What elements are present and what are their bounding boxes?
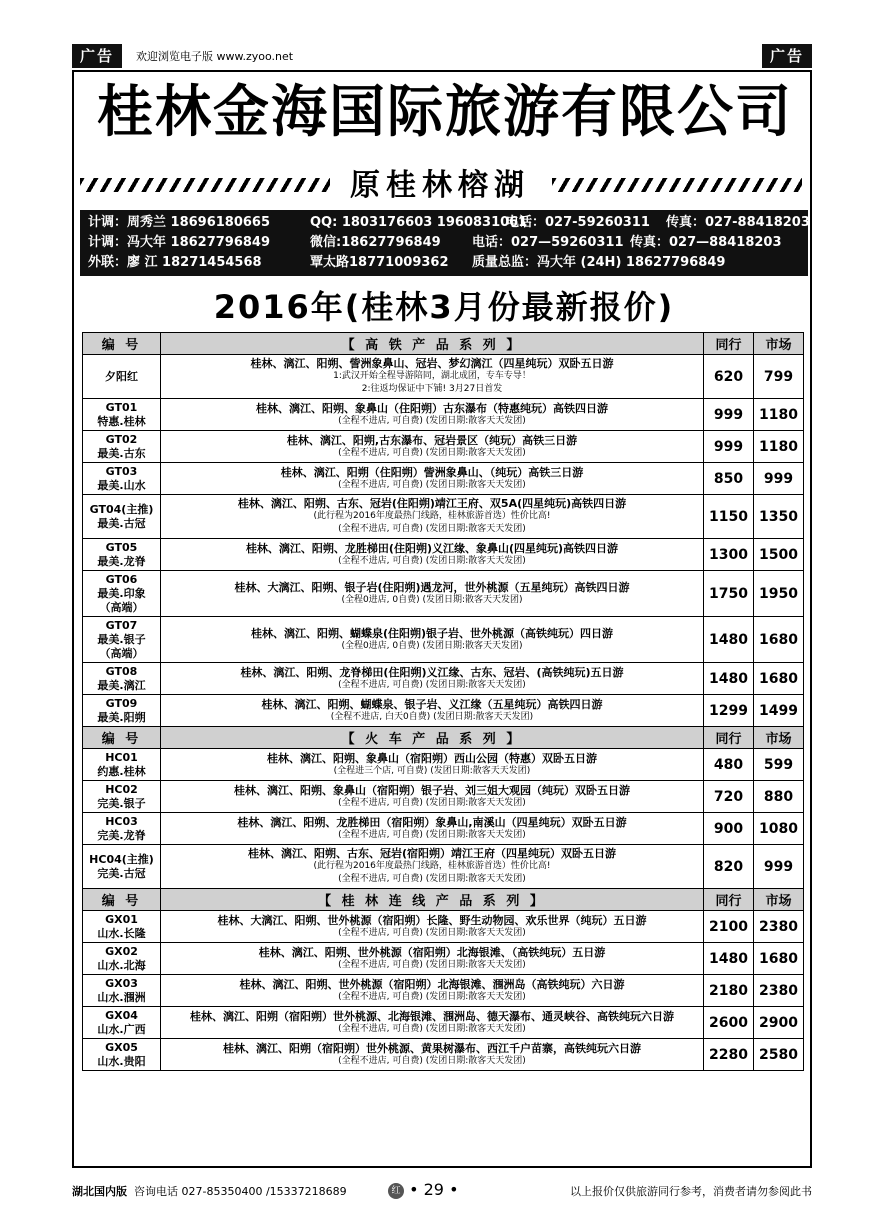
product-code-line: （高端） xyxy=(99,646,144,660)
product-code-line: 最美.印象 xyxy=(97,586,146,600)
itinerary-title: 桂林、漓江、阳朔、世外桃源（宿阳朔）北海银滩、（高铁纯玩）五日游 xyxy=(258,945,606,959)
market-price: 1500 xyxy=(754,539,804,571)
product-code-line: 最美.古东 xyxy=(97,446,146,460)
product-code-line: GX04 xyxy=(105,1008,138,1022)
contact-item: QQ: 1803176603 1960831061 xyxy=(310,215,528,230)
market-price: 1350 xyxy=(754,495,804,539)
itinerary-note: (全程进三个店, 可自费) (发团日期:散客天天发团) xyxy=(333,765,531,776)
itinerary-note: (全程不进店, 可自费) (发团日期:散客天天发团) xyxy=(338,555,526,566)
footer-left xyxy=(72,1183,347,1199)
market-price: 999 xyxy=(754,463,804,495)
product-code-line: HC02 xyxy=(105,782,138,796)
contact-item: 计调：冯大年 18627796849 xyxy=(88,235,271,250)
itinerary-note: (此行程为2016年度最热门线路，桂林旅游首选）性价比高! xyxy=(313,511,551,521)
product-code-line: HC01 xyxy=(105,750,138,764)
peer-price: 480 xyxy=(704,749,754,781)
itinerary-note: (全程不进店, 可自费) (发团日期:散客天天发团) xyxy=(338,447,526,458)
product-code-cell xyxy=(83,1039,161,1071)
section-header-row xyxy=(83,889,804,911)
product-code-line: 完美.银子 xyxy=(97,796,146,810)
peer-price: 1300 xyxy=(704,539,754,571)
product-code-line: 夕阳红 xyxy=(105,369,138,383)
product-code-cell xyxy=(83,463,161,495)
product-code-cell xyxy=(83,943,161,975)
itinerary-cell xyxy=(161,617,704,663)
product-code-cell xyxy=(83,571,161,617)
price-headline: 2016年(桂林3月份最新报价) xyxy=(213,288,675,326)
company-name: 桂林金海国际旅游有限公司 xyxy=(97,79,793,145)
market-price: 999 xyxy=(754,845,804,889)
itinerary-note: (全程不进店, 可自费) (发团日期:散客天天发团) xyxy=(338,959,526,970)
itinerary-title: 桂林、漓江、阳朔、世外桃源（宿阳朔）北海银滩、涠洲岛（高铁纯玩）六日游 xyxy=(239,977,625,991)
itinerary-cell xyxy=(161,495,704,539)
section-header-row xyxy=(83,727,804,749)
product-row[interactable] xyxy=(83,355,804,399)
product-code-line: 山水.广西 xyxy=(97,1022,146,1036)
itinerary-title: 桂林、漓江、阳朔、龙胜梯田（宿阳朔）象鼻山,南溪山（四星纯玩）双卧五日游 xyxy=(237,815,627,829)
itinerary-note: (全程0进店, 0自费) (发团日期:散客天天发团) xyxy=(341,640,523,651)
product-code-cell xyxy=(83,495,161,539)
product-code-line: GT01 xyxy=(105,400,138,414)
itinerary-note: (全程不进店, 可自费) (发团日期:散客天天发团) xyxy=(338,1023,526,1034)
product-code-line: 山水.贵阳 xyxy=(97,1054,146,1068)
itinerary-cell xyxy=(161,1039,704,1071)
itinerary-note: (全程不进店, 可自费) (发团日期:散客天天发团) xyxy=(338,797,526,808)
market-price: 1680 xyxy=(754,663,804,695)
peer-price: 1150 xyxy=(704,495,754,539)
itinerary-cell xyxy=(161,911,704,943)
stripe-decoration-left xyxy=(80,178,330,192)
ad-tag-left: 广告 xyxy=(72,44,122,68)
contact-item: 电话：027-59260311 xyxy=(506,215,650,230)
product-row[interactable] xyxy=(83,495,804,539)
col-code-header: 编 号 xyxy=(83,727,161,749)
market-price: 1680 xyxy=(754,617,804,663)
itinerary-note: (全程不进店, 可自费) (发团日期:散客天天发团) xyxy=(338,927,526,938)
itinerary-title: 桂林、大漓江、阳朔、世外桃源（宿阳朔）长隆、野生动物园、欢乐世界（纯玩）五日游 xyxy=(217,913,647,927)
itinerary-note: (全程不进店, 可自费) (发团日期:散客天天发团) xyxy=(338,874,526,884)
product-row[interactable] xyxy=(83,617,804,663)
itinerary-cell xyxy=(161,749,704,781)
itinerary-note: (全程不进店, 可自费) (发团日期:散客天天发团) xyxy=(338,479,526,490)
footer-disclaimer: 以上报价仅供旅游同行参考，消费者请勿参阅此书 xyxy=(570,1185,812,1198)
contact-item: 电话：027—59260311 xyxy=(472,235,624,250)
product-code-line: GT09 xyxy=(105,696,138,710)
market-price: 2380 xyxy=(754,911,804,943)
market-price: 1080 xyxy=(754,813,804,845)
col-market-header: 市场 xyxy=(754,333,804,355)
product-code-cell xyxy=(83,813,161,845)
contact-item: 微信:18627796849 xyxy=(310,235,441,250)
page-number xyxy=(388,1180,459,1199)
itinerary-title: 桂林、漓江、阳朔、龙脊梯田(住阳朔)义江缘、古东、冠岩、(高铁纯玩)五日游 xyxy=(240,665,624,679)
subtitle-row xyxy=(80,160,802,202)
product-code-cell xyxy=(83,749,161,781)
itinerary-title: 桂林、漓江、阳朔、象鼻山（宿阳朔）西山公园（特惠）双卧五日游 xyxy=(267,751,597,765)
peer-price: 2100 xyxy=(704,911,754,943)
subtitle: 原桂林榕湖 xyxy=(350,168,530,203)
peer-price: 1480 xyxy=(704,663,754,695)
product-code-line: 最美.银子 xyxy=(97,632,146,646)
product-row[interactable] xyxy=(83,813,804,845)
page-number-text: • 29 • xyxy=(409,1180,459,1199)
product-code-line: GX02 xyxy=(105,944,138,958)
peer-price: 999 xyxy=(704,431,754,463)
itinerary-title: 桂林、漓江、阳朔（宿阳朔）世外桃源、北海银滩、涠洲岛、德天瀑布、通灵峡谷、高铁纯玩六日游 xyxy=(190,1009,674,1023)
itinerary-note: (全程不进店, 可自费) (发团日期:散客天天发团) xyxy=(338,415,526,426)
footer xyxy=(72,1180,812,1202)
product-code-line: GX01 xyxy=(105,912,138,926)
market-price: 2900 xyxy=(754,1007,804,1039)
product-code-line: 山水.长隆 xyxy=(97,926,146,940)
price-table xyxy=(82,332,804,1071)
col-code-header: 编 号 xyxy=(83,333,161,355)
peer-price: 2600 xyxy=(704,1007,754,1039)
product-row[interactable] xyxy=(83,463,804,495)
itinerary-cell xyxy=(161,355,704,399)
col-code-header: 编 号 xyxy=(83,889,161,911)
product-code-line: 约惠.桂林 xyxy=(97,764,146,778)
market-price: 799 xyxy=(754,355,804,399)
itinerary-title: 桂林、漓江、阳朔、訾洲象鼻山、冠岩、梦幻漓江（四星纯玩）双卧五日游 xyxy=(250,357,614,370)
product-code-cell xyxy=(83,431,161,463)
market-price: 2380 xyxy=(754,975,804,1007)
footer-region: 湖北国内版 xyxy=(72,1185,127,1198)
product-code-line: GT07 xyxy=(105,618,138,632)
itinerary-cell xyxy=(161,539,704,571)
peer-price: 1480 xyxy=(704,943,754,975)
section-title: 【 高 铁 产 品 系 列 】 xyxy=(161,333,704,355)
itinerary-title: 桂林、漓江、阳朔、古东、冠岩(宿阳朔）靖江王府（四星纯玩）双卧五日游 xyxy=(247,847,617,860)
footer-phone: 咨询电话 027-85350400 /15337218689 xyxy=(134,1185,347,1198)
peer-price: 900 xyxy=(704,813,754,845)
itinerary-note: (全程不进店, 可自费) (发团日期:散客天天发团) xyxy=(338,679,526,690)
product-row[interactable] xyxy=(83,1039,804,1071)
product-code-line: GT08 xyxy=(105,664,138,678)
product-code-line: GT04(主推) xyxy=(89,502,154,516)
edition-badge-icon: 红 xyxy=(388,1183,404,1199)
peer-price: 1750 xyxy=(704,571,754,617)
contact-item: 传真：027-88418203 xyxy=(666,215,810,230)
itinerary-cell xyxy=(161,845,704,889)
market-price: 2580 xyxy=(754,1039,804,1071)
col-market-header: 市场 xyxy=(754,727,804,749)
product-code-line: GX03 xyxy=(105,976,138,990)
peer-price: 2180 xyxy=(704,975,754,1007)
product-row[interactable] xyxy=(83,911,804,943)
col-market-header: 市场 xyxy=(754,889,804,911)
product-code-cell xyxy=(83,1007,161,1039)
product-code-line: 最美.古冠 xyxy=(97,516,146,530)
itinerary-title: 桂林、大漓江、阳朔、银子岩(住阳朔)遇龙河，世外桃源（五星纯玩）高铁四日游 xyxy=(234,580,630,594)
product-code-cell xyxy=(83,845,161,889)
product-code-cell xyxy=(83,695,161,727)
market-price: 1499 xyxy=(754,695,804,727)
section-title: 【 桂 林 连 线 产 品 系 列 】 xyxy=(161,889,704,911)
product-row[interactable] xyxy=(83,943,804,975)
itinerary-title: 桂林、漓江、阳朔（宿阳朔）世外桃源、黄果树瀑布、西江千户苗寨，高铁纯玩六日游 xyxy=(223,1041,641,1055)
peer-price: 820 xyxy=(704,845,754,889)
product-code-cell xyxy=(83,539,161,571)
product-code-line: 特惠.桂林 xyxy=(97,414,146,428)
itinerary-note: (全程0进店, 0自费) (发团日期:散客天天发团) xyxy=(341,594,523,605)
itinerary-note: 2:往返均保证中下铺! 3月27日首发 xyxy=(361,384,503,394)
product-code-line: HC03 xyxy=(105,814,138,828)
product-code-cell xyxy=(83,399,161,431)
itinerary-cell xyxy=(161,1007,704,1039)
product-code-cell xyxy=(83,781,161,813)
contact-item: 覃太路18771009362 xyxy=(310,255,449,270)
product-row[interactable] xyxy=(83,845,804,889)
site-link[interactable]: 欢迎浏览电子版 www.zyoo.net xyxy=(136,50,294,63)
product-code-line: 完美.古冠 xyxy=(97,866,146,880)
itinerary-note: (此行程为2016年度最热门线路，桂林旅游首选）性价比高! xyxy=(313,861,551,871)
peer-price: 720 xyxy=(704,781,754,813)
itinerary-title: 桂林、漓江、阳朔（住阳朔）訾洲象鼻山、（纯玩）高铁三日游 xyxy=(280,465,584,479)
market-price: 880 xyxy=(754,781,804,813)
contact-item: 外联：廖 江 18271454568 xyxy=(88,255,262,270)
peer-price: 1299 xyxy=(704,695,754,727)
product-row[interactable] xyxy=(83,975,804,1007)
product-row[interactable] xyxy=(83,571,804,617)
itinerary-title: 桂林、漓江、阳朔、象鼻山（宿阳朔）银子岩、刘三姐大观园（纯玩）双卧五日游 xyxy=(234,783,630,797)
product-code-line: 最美.山水 xyxy=(97,478,146,492)
itinerary-cell xyxy=(161,431,704,463)
section-header-row xyxy=(83,333,804,355)
product-code-line: 山水.北海 xyxy=(97,958,146,972)
contact-block xyxy=(80,210,808,276)
itinerary-note: (全程不进店, 可自费) (发团日期:散客天天发团) xyxy=(338,1055,526,1066)
product-row[interactable] xyxy=(83,695,804,727)
col-peer-header: 同行 xyxy=(704,889,754,911)
col-peer-header: 同行 xyxy=(704,333,754,355)
product-code-line: GT06 xyxy=(105,572,138,586)
contact-item: 传真：027—88418203 xyxy=(630,235,782,250)
section-title: 【 火 车 产 品 系 列 】 xyxy=(161,727,704,749)
product-code-cell xyxy=(83,911,161,943)
product-code-line: GX05 xyxy=(105,1040,138,1054)
peer-price: 850 xyxy=(704,463,754,495)
itinerary-cell xyxy=(161,781,704,813)
itinerary-title: 桂林、漓江、阳朔、龙胜梯田(住阳朔)义江缘、象鼻山(四星纯玩)高铁四日游 xyxy=(245,541,619,555)
itinerary-title: 桂林、漓江、阳朔、蝴蝶泉(住阳朔)银子岩、世外桃源（高铁纯玩）四日游 xyxy=(250,626,614,640)
itinerary-note: (全程不进店, 可自费) (发团日期:散客天天发团) xyxy=(338,524,526,534)
itinerary-title: 桂林、漓江、阳朔、古东、冠岩(住阳朔)靖江王府、双5A(四星纯玩)高铁四日游 xyxy=(237,497,627,510)
product-code-line: 山水.涠洲 xyxy=(97,990,146,1004)
itinerary-note: (全程不进店, 可自费) (发团日期:散客天天发团) xyxy=(338,991,526,1002)
product-row[interactable] xyxy=(83,1007,804,1039)
market-price: 1180 xyxy=(754,431,804,463)
product-code-line: 最美.漓江 xyxy=(97,678,146,692)
peer-price: 999 xyxy=(704,399,754,431)
product-code-cell xyxy=(83,355,161,399)
product-code-line: GT05 xyxy=(105,540,138,554)
itinerary-title: 桂林、漓江、阳朔、蝴蝶泉、银子岩、义江缘（五星纯玩）高铁四日游 xyxy=(261,697,603,711)
product-code-line: GT03 xyxy=(105,464,138,478)
itinerary-cell xyxy=(161,571,704,617)
product-code-line: 最美.龙脊 xyxy=(97,554,146,568)
itinerary-note: 1:武汉开始全程导游陪同，湖北成团，专车专导！ xyxy=(333,371,531,381)
peer-price: 1480 xyxy=(704,617,754,663)
product-row[interactable] xyxy=(83,749,804,781)
product-row[interactable] xyxy=(83,399,804,431)
product-code-line: GT02 xyxy=(105,432,138,446)
product-row[interactable] xyxy=(83,781,804,813)
itinerary-cell xyxy=(161,663,704,695)
itinerary-cell xyxy=(161,695,704,727)
product-code-line: 完美.龙脊 xyxy=(97,828,146,842)
product-row[interactable] xyxy=(83,431,804,463)
product-code-line: （高端） xyxy=(99,600,144,614)
stripe-decoration-right xyxy=(552,178,802,192)
itinerary-cell xyxy=(161,463,704,495)
product-row[interactable] xyxy=(83,539,804,571)
itinerary-note: (全程不进店, 可自费) (发团日期:散客天天发团) xyxy=(338,829,526,840)
product-code-cell xyxy=(83,975,161,1007)
top-bar xyxy=(72,44,812,70)
contact-item: 计调：周秀兰 18696180665 xyxy=(88,215,271,230)
market-price: 1950 xyxy=(754,571,804,617)
product-code-cell xyxy=(83,617,161,663)
peer-price: 2280 xyxy=(704,1039,754,1071)
product-row[interactable] xyxy=(83,663,804,695)
product-code-line: 最美.阳朔 xyxy=(97,710,146,724)
product-code-line: HC04(主推) xyxy=(89,852,154,866)
ad-tag-right: 广告 xyxy=(762,44,812,68)
market-price: 1680 xyxy=(754,943,804,975)
itinerary-cell xyxy=(161,813,704,845)
product-code-cell xyxy=(83,663,161,695)
itinerary-cell xyxy=(161,975,704,1007)
market-price: 599 xyxy=(754,749,804,781)
contact-item: 质量总监：冯大年 (24H) 18627796849 xyxy=(472,255,726,270)
itinerary-cell xyxy=(161,399,704,431)
col-peer-header: 同行 xyxy=(704,727,754,749)
peer-price: 620 xyxy=(704,355,754,399)
itinerary-cell xyxy=(161,943,704,975)
itinerary-title: 桂林、漓江、阳朔,古东瀑布、冠岩景区（纯玩）高铁三日游 xyxy=(286,433,578,447)
market-price: 1180 xyxy=(754,399,804,431)
itinerary-title: 桂林、漓江、阳朔、象鼻山（住阳朔）古东瀑布（特惠纯玩）高铁四日游 xyxy=(256,401,608,415)
itinerary-note: (全程不进店, 白天0自费) (发团日期:散客天天发团) xyxy=(330,711,534,722)
